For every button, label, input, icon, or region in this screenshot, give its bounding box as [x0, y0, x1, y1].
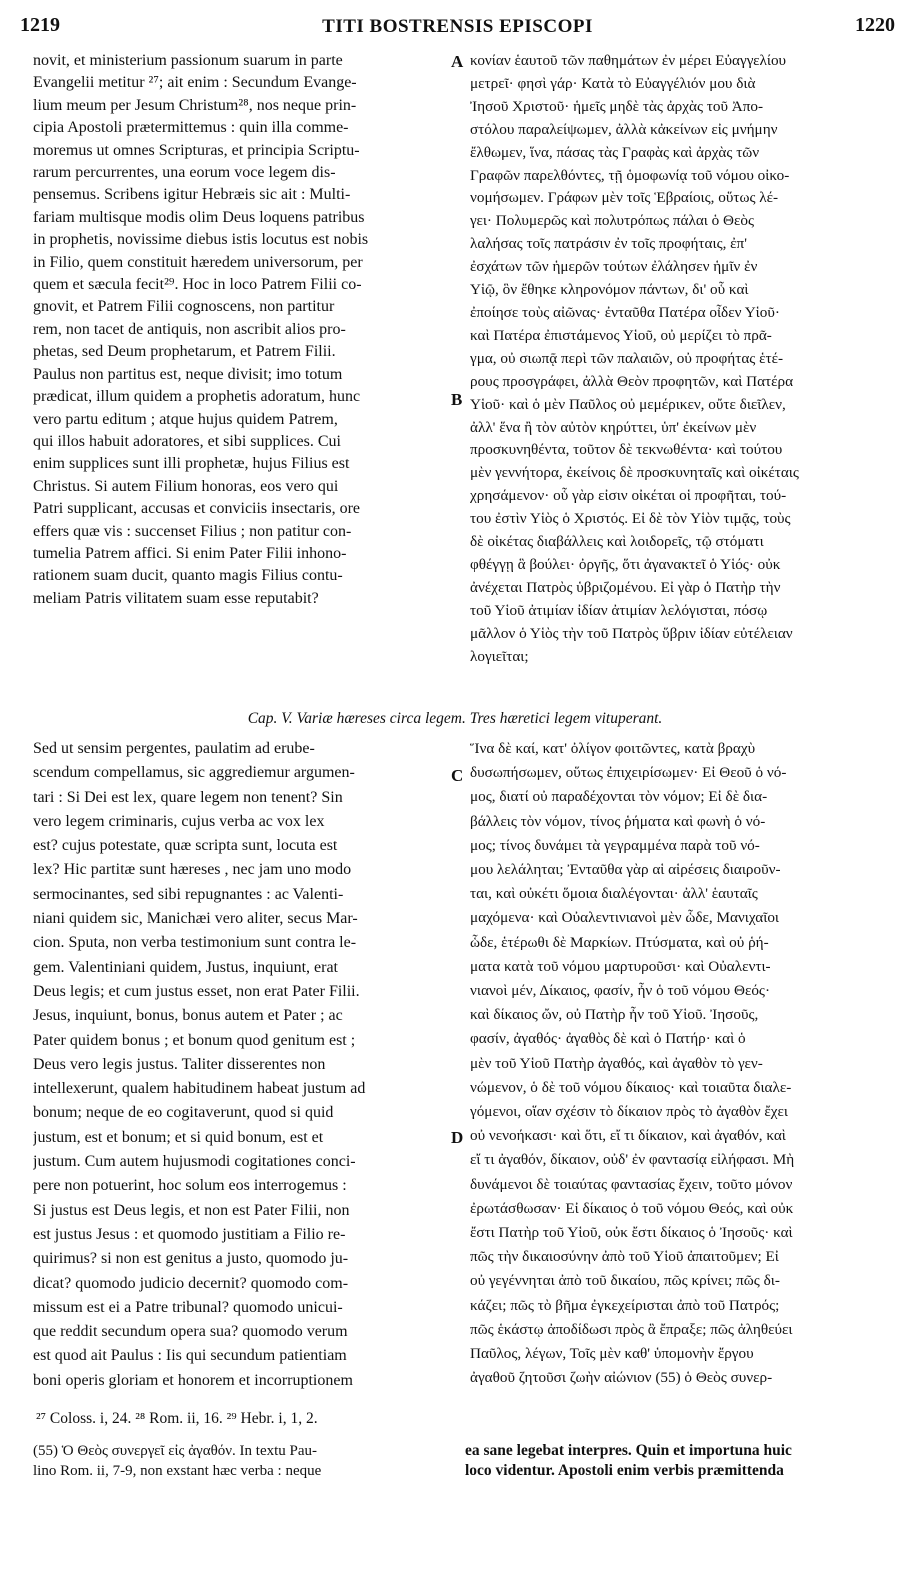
note-text-line: loco videntur. Apostoli enim verbis præmittenda: [465, 1462, 784, 1479]
right-page-number: 1220: [855, 14, 895, 36]
latin-text-line: tari : Si Dei est lex, quare legem non tenent? Sin: [33, 788, 343, 806]
greek-text-line: εἴ τι ἀγαθόν, δίκαιον, οὐδ' ἐν φαντασίᾳ εἰλήφασι. Μὴ: [470, 1151, 795, 1169]
greek-text-line: δυσωπήσωμεν, οὕτως ἐπιχειρίσωμεν· Εἰ Θεοῦ ὁ νό-: [470, 764, 787, 782]
latin-text-line: intellexerunt, qualem habitudinem habeat justum ad: [33, 1080, 366, 1098]
latin-text-line: quem et sæcula fecit²⁹. Hoc in loco Patrem Filii co-: [33, 276, 362, 294]
greek-text-line: κονίαν ἑαυτοῦ τῶν παθημάτων ἐν μέρει Εὐαγγελίου: [470, 52, 787, 69]
margin-marker-c: C: [451, 766, 464, 785]
latin-text-line: quirimus? si non est genitus a justo, quomodo ju-: [33, 1250, 349, 1268]
latin-text-line: justum. Cum autem hujusmodi cogitationes conci-: [33, 1153, 356, 1171]
latin-column-section-2: [33, 737, 443, 1393]
bottom-note-left: [33, 1441, 445, 1481]
greek-text-line: τοῦ Υἱοῦ ἀτιμίαν ἰδίαν ἀτιμίαν λελόγισται, πόσῳ: [470, 601, 768, 619]
greek-text-line: νώμενον, ὁ δὲ τοῦ νόμου δίκαιος· καὶ τοιαῦτα διαλε-: [470, 1078, 792, 1096]
latin-text-line: scendum compellamus, sic aggrediemur argumen-: [33, 764, 355, 782]
greek-text-line: μᾶλλον ὁ Υἱὸς τὴν τοῦ Πατρὸς ὕβριν ἰδίαν εὐτέλειαν: [470, 624, 793, 642]
latin-text-line: Deus vero legis justus. Taliter disserentes non: [33, 1055, 326, 1073]
latin-text-line: missum est ei a Patre tribunal? quomodo unicui-: [33, 1298, 343, 1316]
latin-text-line: in Filio, quem constituit hæredem universorum, per: [33, 253, 363, 271]
greek-text-line: προσκυνηθέντα, τοῦτον δὲ τεκνωθέντα· καὶ τούτου: [470, 441, 783, 459]
greek-text-line: μὲν γεννήτορα, ἐκείνοις δὲ προσκυνηταῖς καὶ οἰκέταις: [470, 464, 799, 482]
latin-text-line: moremus ut omnes Scripturas, et principia Scriptu-: [33, 141, 360, 159]
greek-text-line: Παῦλος, λέγων, Τοῖς μὲν καθ' ὑπομονὴν ἔργου: [470, 1345, 754, 1363]
greek-text-line: γόμενοι, οἵαν σχέσιν τὸ δίκαιον πρὸς τὸ ἀγαθὸν ἔχει: [470, 1103, 788, 1121]
latin-text-line: que reddit secundum opera sua? quomodo verum: [33, 1323, 348, 1341]
greek-text-line: μαχόμενα· καὶ Οὐαλεντινιανοὶ μὲν ὧδε, Μανιχαῖοι: [470, 909, 780, 927]
greek-text-line: βάλλεις τὸν νόμον, τίνος ῥήματα καὶ φωνὴ ὁ νό-: [470, 812, 766, 830]
latin-text-line: boni operis gloriam et honorem et incorruptionem: [33, 1371, 353, 1389]
greek-text-line: οὐ γεγέννηται ἀπὸ τοῦ δικαίου, πῶς κρίνει; πῶς δι-: [470, 1272, 780, 1290]
latin-text-line: dicat? quomodo judicio decernit? quomodo com-: [33, 1274, 349, 1292]
greek-text-line: Υἱῷ, ὃν ἔθηκε κληρονόμον πάντων, δι' οὗ καὶ: [470, 281, 749, 299]
margin-marker-a: A: [451, 52, 464, 71]
greek-column-section-1: [470, 50, 880, 668]
greek-text-line: ὧδε, ἑτέρωθι δὲ Μαρκίων. Πτύσματα, καὶ οὐ ῥή-: [470, 933, 769, 951]
greek-text-line: νιανοὶ μέν, Δίκαιος, φασίν, ἦν ὁ τοῦ νόμου Θεός·: [470, 982, 771, 1000]
latin-text-line: gem. Valentiniani quidem, Justus, inquiunt, erat: [33, 958, 338, 976]
latin-text-line: effers quæ vis : succenset Filius ; non patitur con-: [33, 522, 352, 540]
greek-text-line: Υἱοῦ· καὶ ὁ μὲν Παῦλος οὐ μεμέρικεν, οὔτε διεῖλεν,: [470, 395, 786, 413]
page-header: [20, 14, 895, 44]
greek-text-line: κάζει; πῶς τὸ βῆμα ἐγκεχείρισται ἀπὸ τοῦ Πατρός;: [470, 1296, 780, 1314]
note-text-line: (55) Ὁ Θεὸς συνεργεῖ εἰς ἀγαθόν. In textu Pau-: [33, 1443, 318, 1459]
latin-text-line: vero legem criminaris, cujus verba ac vox lex: [33, 812, 325, 830]
greek-text-line: ἐσχάτων τῶν ἡμερῶν τούτων ἐλάλησεν ἡμῖν ἐν: [470, 258, 758, 276]
greek-text-line: χρησάμενον· οὗ γὰρ εἰσιν οἰκέται οἱ προφῆται, τού-: [470, 487, 787, 505]
latin-text-line: meliam Patris vilitatem suam esse reputabit?: [33, 589, 319, 607]
latin-text-line: in prophetis, novissime diebus istis locutus est nobis: [33, 231, 369, 249]
greek-text-line: ἐρωτάσθωσαν· Εἰ δίκαιος ὁ τοῦ νόμου Θεός, καὶ οὐκ: [470, 1199, 794, 1217]
latin-text-line: est justus Jesus : et quomodo justitiam a Filio re-: [33, 1225, 346, 1243]
latin-text-line: Sed ut sensim pergentes, paulatim ad erube-: [33, 740, 315, 757]
latin-text-line: enim supplices sunt illi prophetæ, hujus Filius est: [33, 455, 350, 473]
greek-text-line: του ἐστὶν Υἱὸς ὁ Χριστός. Εἰ δὲ τὸν Υἱὸν τιμᾷς, τοὺς: [470, 510, 791, 528]
latin-text-line: Deus legis; et cum justus esset, non erat Pater Filii.: [33, 982, 360, 1000]
latin-text-line: rarum percurrentes, una eorum voce legem dis-: [33, 164, 336, 182]
greek-text-line: μὲν τοῦ Υἱοῦ Πατὴρ ἀγαθός, καὶ ἀγαθὸν τὸ γεν-: [470, 1054, 763, 1072]
greek-text-line: φθέγγῃ ἃ βούλει· ὀργῆς, ὅτι ἀγανακτεῖ ὁ Υἱός· οὐκ: [470, 555, 781, 573]
running-title: TITI BOSTRENSIS EPISCOPI: [322, 16, 593, 37]
greek-text-line: πῶς τὴν δικαιοσύνην ἀπὸ τοῦ Υἱοῦ ἀπαιτοῦμεν; Εἰ: [470, 1248, 779, 1266]
latin-text-line: prædicat, illum quidem a prophetis adoratum, hunc: [33, 388, 361, 406]
greek-text-line: ἀλλ' ἕνα ἢ τὸν αὐτὸν κηρύττει, ὑπ' ἐκείνων μὲν: [470, 418, 757, 436]
latin-text-line: Patri supplicant, accusas et conviciis insectaris, ore: [33, 500, 361, 518]
latin-column-section-1: [33, 50, 443, 610]
greek-text-line: οὐ νενοήκασι· καὶ ὅτι, εἴ τι δίκαιον, καὶ ἀγαθόν, καὶ: [470, 1127, 786, 1145]
greek-text-line: φασίν, ἀγαθός· ἀγαθὸς δὲ καὶ ὁ Πατήρ· καὶ ὁ: [470, 1030, 746, 1048]
latin-text-line: Jesus, inquiunt, bonus, bonus autem et Pater ; ac: [33, 1007, 343, 1025]
greek-text-line: λαλήσας τοῖς πατράσιν ἐν τοῖς προφήταις, ἐπ': [470, 235, 747, 253]
greek-text-line: μου λελάληται; Ἐνταῦθα γὰρ αἱ αἱρέσεις διαιροῦν-: [470, 861, 781, 879]
greek-text-line: νομήσωμεν. Γράφων μὲν τοῖς Ἑβραίοις, οὕτως λέ-: [470, 189, 779, 207]
latin-text-line: Paulus non partitus est, neque divisit; imo totum: [33, 365, 343, 383]
greek-text-line: δὲ οἰκέτας διαβάλλεις καὶ λοιδορεῖς, τῷ στόματι: [470, 533, 764, 551]
greek-text-line: πῶς ἑκάστῳ ἀποδίδωσι πρὸς ἃ ἔπραξε; πῶς ἀληθεύει: [470, 1320, 793, 1338]
latin-text-line: est quod ait Paulus : Iis qui secundum patientiam: [33, 1347, 347, 1365]
latin-text-line: Evangelii metitur ²⁷; ait enim : Secundum Evange-: [33, 74, 357, 92]
greek-text-line: ρους προσγράφει, ἀλλὰ Θεὸν προφητῶν, καὶ Πατέρα: [470, 372, 794, 390]
latin-text-line: sermocinantes, sed sibi repugnantes : ac Valenti-: [33, 885, 344, 903]
latin-text-line: lium meum per Jesum Christum²⁸, nos neque prin-: [33, 96, 357, 114]
margin-marker-d: D: [451, 1128, 464, 1147]
latin-text-line: fariam multisque modis olim Deus loquens patribus: [33, 208, 365, 226]
latin-text-line: rationem suam ducit, quanto magis Filius contu-: [33, 567, 343, 585]
greek-text-line: στόλου παραλείψωμεν, ἀλλὰ κἀκείνων εἰς μνήμην: [470, 120, 778, 138]
latin-text-line: qui illos habuit adoratores, et sibi supplices. Cui: [33, 432, 341, 450]
bottom-note-right: [465, 1441, 877, 1481]
greek-column-section-2: [470, 737, 880, 1390]
greek-text-line: καὶ δίκαιος ὤν, οὐ Πατὴρ ἦν τοῦ Υἱοῦ. Ἰησοῦς,: [470, 1006, 759, 1024]
greek-text-line: Ἰησοῦ Χριστοῦ· ἡμεῖς μηδὲ τὰς ἀρχὰς τοῦ Ἀπο-: [470, 97, 764, 115]
greek-text-line: ται, καὶ οὐκέτι ὅμοια διαλέγονται· ἀλλ' ἑαυταῖς: [470, 885, 758, 903]
greek-text-line: γμα, οὐ σιωπᾷ περὶ τῶν παλαιῶν, οὐ προφήτας ἑτέ-: [470, 349, 784, 367]
latin-text-line: cion. Sputa, non verba testimonium sunt contra le-: [33, 934, 357, 952]
greek-text-line: Ἵνα δὲ καί, κατ' ὀλίγον φοιτῶντες, κατὰ βραχὺ: [470, 740, 756, 757]
latin-text-line: phetas, sed Deum prophetarum, et Patrem Filii.: [33, 343, 336, 361]
greek-text-line: μος; τίνος δυνάμει τὰ γεγραμμένα παρὰ τοῦ νό-: [470, 836, 760, 854]
note-text-line: lino Rom. ii, 7-9, non exstant hæc verba : neque: [33, 1463, 322, 1479]
greek-text-line: ἐποίησε τοὺς αἰῶνας· ἐνταῦθα Πατέρα οἶδεν Υἱοῦ·: [470, 303, 780, 321]
latin-text-line: bonum; neque de eo cogitaverunt, quod si quid: [33, 1104, 334, 1122]
latin-text-line: Si justus est Deus legis, et non est Pater Filii, non: [33, 1201, 350, 1219]
greek-text-line: ἀγαθοῦ ζητοῦσι ζωὴν αἰώνιον (55) ὁ Θεὸς συνερ-: [470, 1369, 773, 1387]
greek-text-line: Γραφῶν παρελθόντες, τῇ ὁμοφωνίᾳ τοῦ νόμου οἰκο-: [470, 166, 790, 184]
latin-text-line: justum, est et bonum; et si quid bonum, est et: [33, 1128, 324, 1146]
greek-text-line: ἀνέχεται Πατρὸς ὑβριζομένου. Εἰ γὰρ ὁ Πατὴρ τὴν: [470, 578, 781, 596]
margin-marker-b: B: [451, 390, 463, 409]
latin-text-line: cipia Apostoli prætermittemus : quin illa comme-: [33, 119, 349, 137]
latin-text-line: pere non potuerint, hoc solum eos interrogemus :: [33, 1177, 347, 1195]
chapter-caption: Cap. V. Variæ hæreses circa legem. Tres hæretici legem vituperant.: [247, 710, 663, 727]
left-page-number: 1219: [20, 14, 60, 36]
greek-text-line: ἔλθωμεν, ἵνα, πάσας τὰς Γραφὰς καὶ ἀρχὰς τῶν: [470, 143, 760, 161]
latin-text-line: tumelia Patrem affici. Si enim Pater Filii inhono-: [33, 544, 347, 562]
greek-text-line: καὶ Πατέρα ἐπιστάμενος Υἱοῦ, οὐ μερίζει τὸ πρᾶ-: [470, 326, 772, 344]
latin-text-line: vero partu editum ; atque hujus quidem Patrem,: [33, 410, 338, 428]
greek-text-line: γει· Πολυμερῶς καὶ πολυτρόπως πάλαι ὁ Θεὸς: [470, 212, 755, 230]
greek-text-line: μετρεῖ· φησὶ γάρ· Κατὰ τὸ Εὐαγγέλιόν μου διὰ: [470, 74, 756, 92]
footnotes: ²⁷ Coloss. i, 24. ²⁸ Rom. ii, 16. ²⁹ Hebr. i, 1, 2.: [36, 1410, 318, 1427]
latin-text-line: novit, et ministerium passionum suarum in parte: [33, 52, 343, 69]
latin-text-line: est? cujus potestate, quæ scripta sunt, locuta est: [33, 837, 338, 855]
latin-text-line: pensemus. Scribens igitur Hebræis sic ait : Multi-: [33, 186, 351, 204]
latin-text-line: gnovit, et Patrem Filii cognoscens, non partitur: [33, 298, 335, 316]
greek-text-line: δυνάμενοι δὲ τοιαύτας φαντασίας ἔχειν, τοῦτο μόνον: [470, 1175, 793, 1193]
greek-text-line: λογιεῖται;: [470, 647, 529, 665]
note-text-line: ea sane legebat interpres. Quin et importuna huic: [465, 1442, 792, 1459]
greek-text-line: ἔστι Πατὴρ τοῦ Υἱοῦ, οὐκ ἔστι δίκαιος ὁ Ἰησοῦς· καὶ: [470, 1224, 793, 1242]
latin-text-line: rem, non tacet de antiquis, non ascribit alios pro-: [33, 320, 346, 338]
latin-text-line: Pater quidem bonus ; et bonum quod genitum est ;: [33, 1031, 356, 1049]
greek-text-line: μος, διατί οὐ παραδέχονται τὸν νόμον; Εἰ δὲ δια-: [470, 788, 768, 806]
latin-text-line: niani quidem sic, Manichæi vero aliter, secus Mar-: [33, 910, 358, 928]
latin-text-line: Christus. Si autem Filium honoras, eos vero qui: [33, 477, 339, 495]
latin-text-line: lex? Hic partitæ sunt hæreses , nec jam uno modo: [33, 861, 352, 879]
greek-text-line: ματα κατὰ τοῦ νόμου μαρτυροῦσι· καὶ Οὐαλεντι-: [470, 957, 771, 975]
